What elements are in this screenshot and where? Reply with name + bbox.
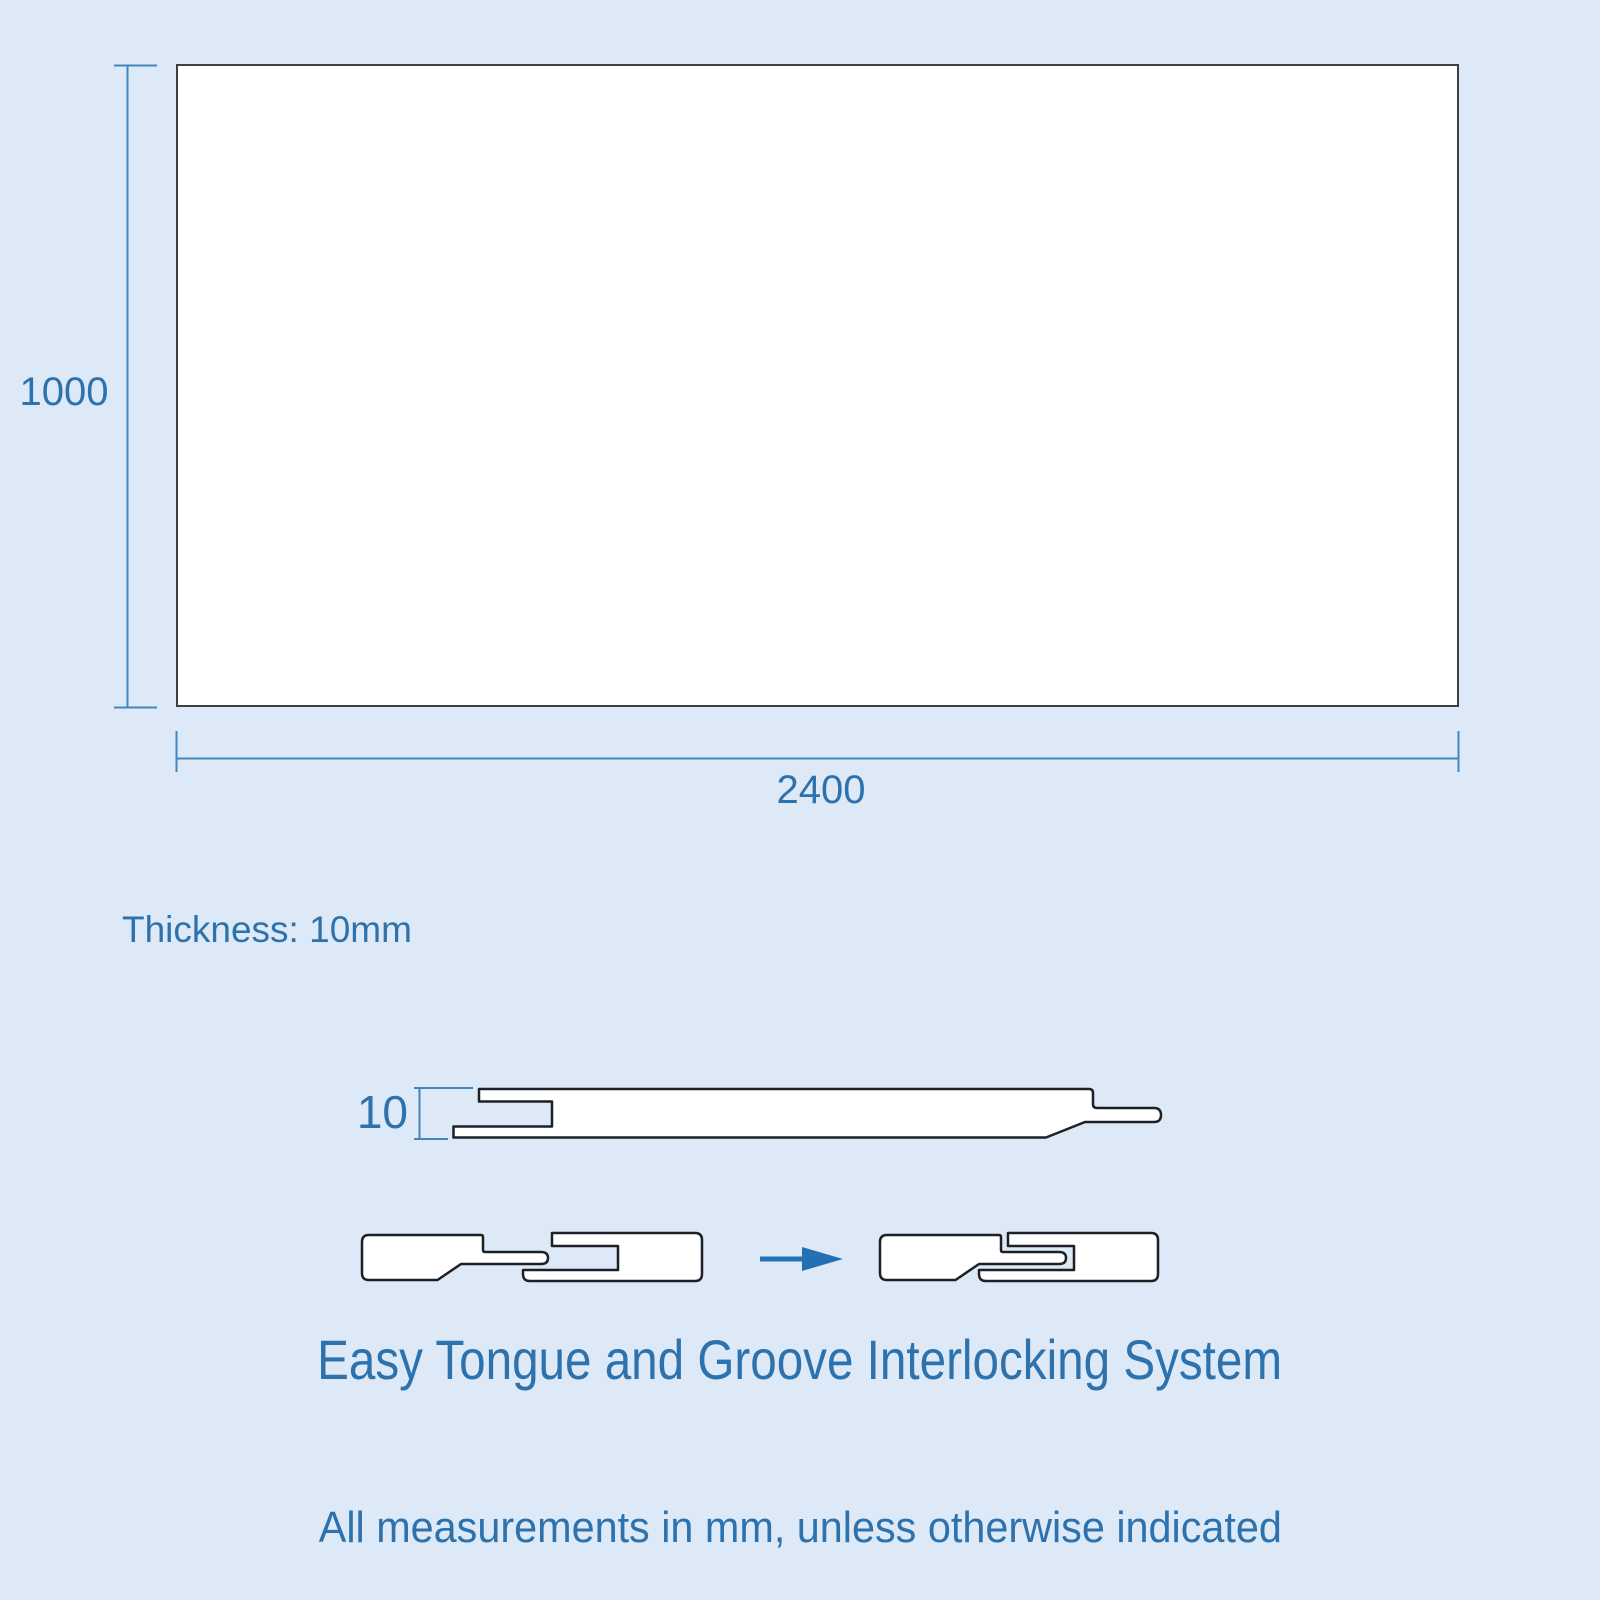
measurement-footnote-text: All measurements in mm, unless otherwise indicated xyxy=(318,1503,1282,1552)
height-dimension-label: 1000 xyxy=(19,370,109,414)
width-dimension-line xyxy=(176,731,1459,772)
interlock-caption xyxy=(0,1328,1600,1391)
thickness-note: Thickness: 10mm xyxy=(122,909,412,950)
right-arrow-icon xyxy=(760,1247,843,1271)
profile-thickness-label: 10 xyxy=(356,1086,408,1138)
interlock-diagram xyxy=(0,1220,1600,1300)
measurement-footnote xyxy=(0,1503,1600,1552)
width-dimension-label: 2400 xyxy=(776,768,866,812)
profile-cross-section xyxy=(0,1040,1600,1160)
tongue-piece-separated xyxy=(362,1235,548,1280)
panel-profile-outline xyxy=(454,1089,1162,1138)
interlock-caption-text: Easy Tongue and Groove Interlocking System xyxy=(317,1328,1283,1391)
groove-piece-separated xyxy=(523,1233,702,1281)
height-dimension-line xyxy=(114,65,157,708)
arrow-head xyxy=(802,1247,843,1271)
